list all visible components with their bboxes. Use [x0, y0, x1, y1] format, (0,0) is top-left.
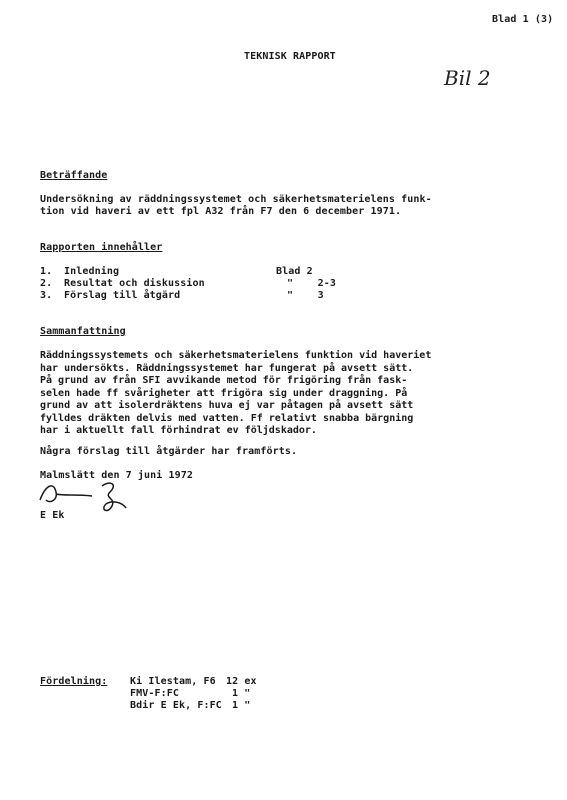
distribution-recipient-3: Bdir E Ek, F:FC [130, 700, 222, 711]
contents-text-1: Inledning [64, 266, 120, 277]
document-title: TEKNISK RAPPORT [244, 51, 336, 62]
section-heading-contents: Rapporten innehåller [40, 242, 163, 253]
distribution-label: Fördelning: [40, 676, 108, 687]
contents-ref-2: " 2-3 [287, 278, 336, 289]
summary-line-7: har i aktuellt fall förhindrat ev följdskador. [40, 425, 317, 436]
summary-line-2: har undersökts. Räddningssystemet har fungerat på avsett sätt. [40, 362, 414, 374]
handwritten-reference: Bil 2 [444, 66, 491, 90]
contents-num-1: 1. [40, 266, 53, 277]
subject-line-1: Undersökning av räddningssystemet och säkerhetsmaterielens funk- [40, 194, 432, 205]
subject-line-2: tion vid haveri av ett fpl A32 från F7 den 6 december 1971. [40, 206, 402, 217]
distribution-recipient-1: Ki Ilestam, F6 [130, 676, 216, 687]
section-heading-summary: Sammanfattning [40, 326, 126, 337]
section-heading-betraffande: Beträffande [40, 170, 108, 181]
distribution-recipient-2: FMV-F:FC [130, 688, 179, 699]
distribution-qty-3: 1 " [232, 700, 251, 711]
signer-name: E Ek [40, 510, 65, 521]
contents-ref-1: Blad 2 [276, 266, 313, 277]
summary-line-1: Räddningssystemets och säkerhetsmaterielens funktion vid haveriet [40, 350, 432, 361]
summary-line-4: selen hade ff svårigheter att frigöra sig under draggning. På [40, 387, 408, 399]
summary-line-3: På grund av från SFI avvikande metod för frigöring från fask- [40, 375, 408, 386]
contents-num-2: 2. [40, 278, 53, 289]
contents-num-3: 3. [40, 290, 53, 301]
summary-line-5: grund av att isolerdräktens huva ej var påtagen på avsett sätt [40, 400, 414, 411]
summary-closing: Några förslag till åtgärder har framförts. [40, 446, 298, 457]
distribution-qty-2: 1 " [232, 688, 251, 699]
page-label: Blad 1 (3) [492, 14, 554, 25]
contents-text-3: Förslag till åtgärd [64, 290, 181, 301]
summary-line-6: fylldes dräkten delvis med vatten. Ff relativt snabba bärgning [40, 412, 414, 424]
place-date: Malmslätt den 7 juni 1972 [40, 470, 194, 481]
contents-text-2: Resultat och diskussion [64, 278, 205, 289]
contents-ref-3: " 3 [287, 290, 324, 301]
distribution-qty-1: 12 ex [226, 676, 257, 687]
